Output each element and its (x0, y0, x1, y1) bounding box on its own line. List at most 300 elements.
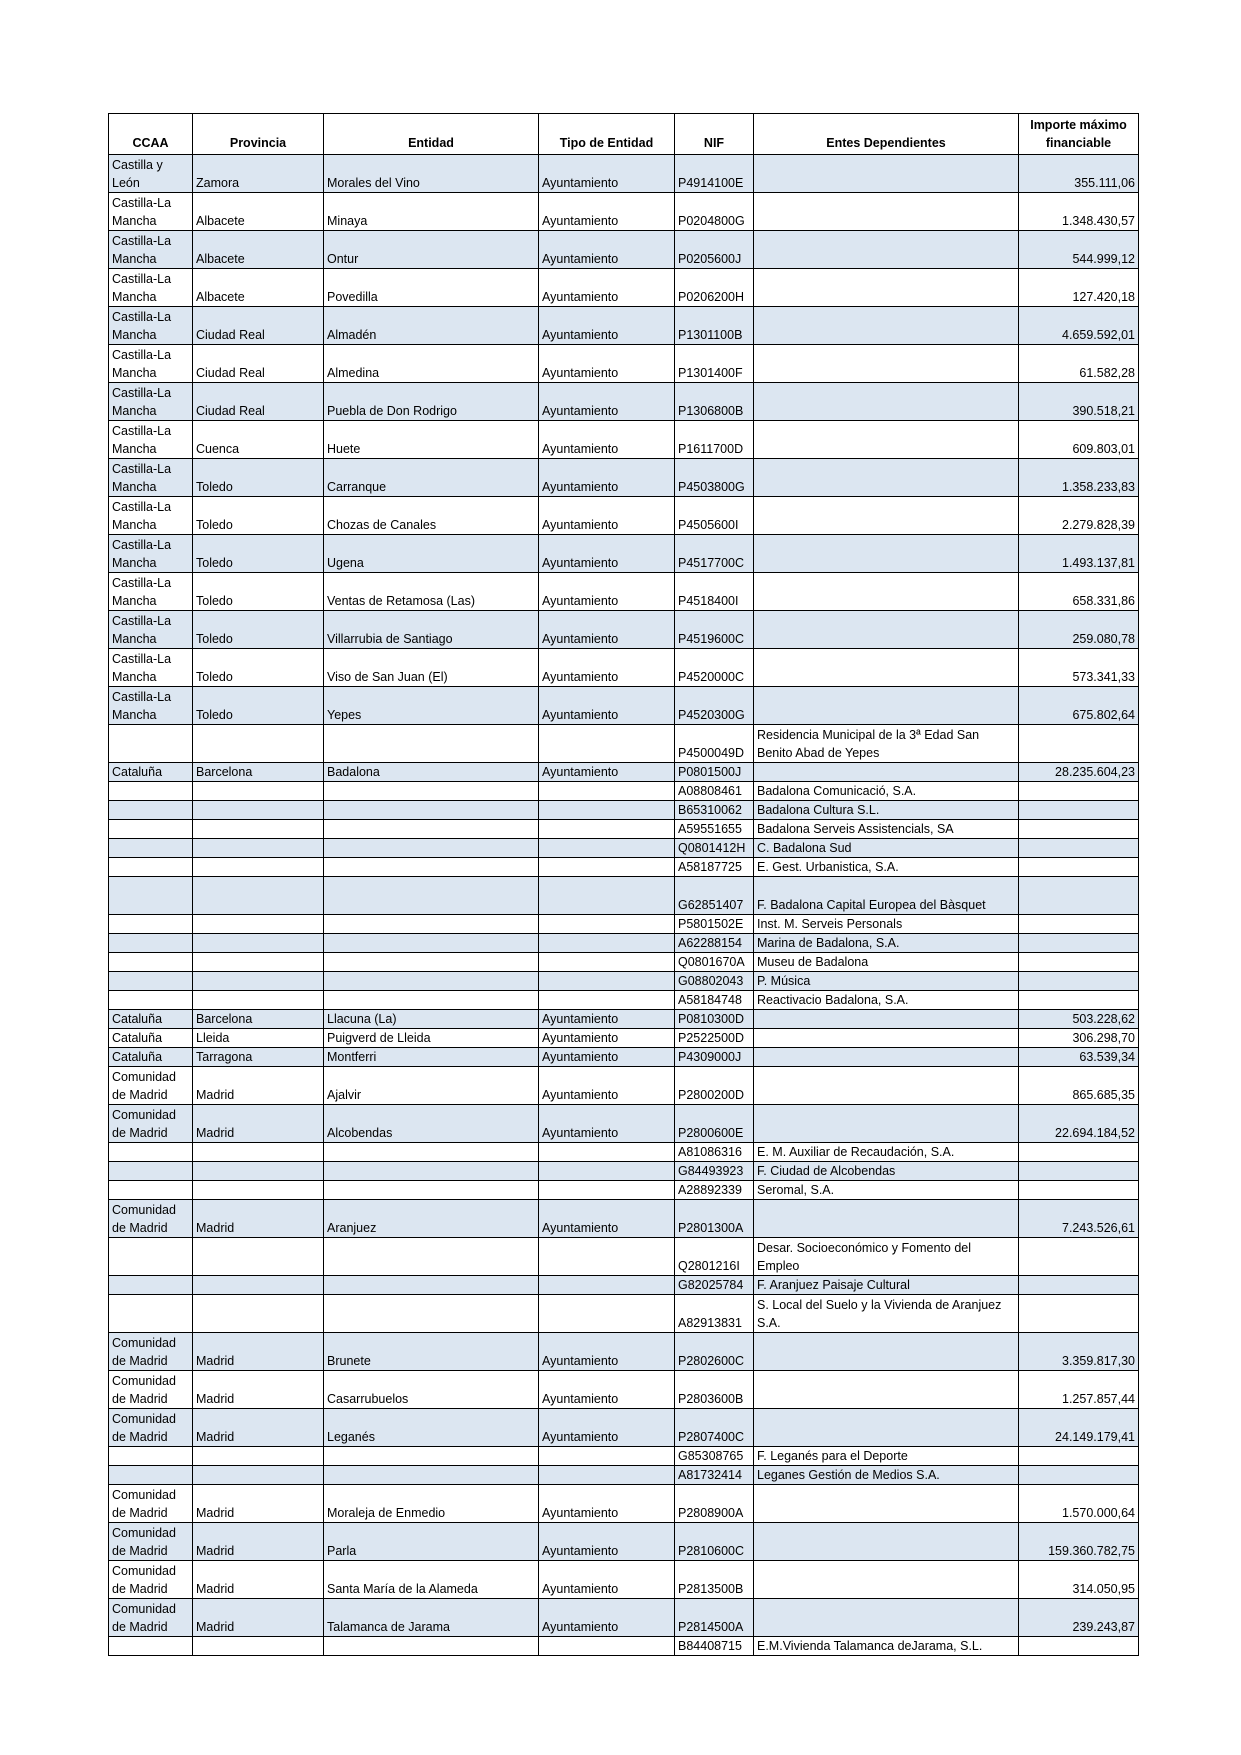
cell-provincia (193, 934, 324, 953)
header-ccaa: CCAA (109, 114, 193, 155)
cell-provincia (193, 915, 324, 934)
table-row (109, 934, 1139, 953)
cell-ccaa (109, 725, 193, 763)
table-body (109, 155, 1139, 1656)
cell-nif: P4520300G (675, 687, 754, 725)
cell-entes: F. Ciudad de Alcobendas (754, 1162, 1019, 1181)
cell-entidad: Carranque (324, 459, 539, 497)
cell-provincia: Lleida (193, 1029, 324, 1048)
cell-importe (1019, 858, 1139, 877)
cell-nif: A62288154 (675, 934, 754, 953)
table-row (109, 915, 1139, 934)
cell-entidad: Puigverd de Lleida (324, 1029, 539, 1048)
cell-entidad: Povedilla (324, 269, 539, 307)
cell-entidad (324, 1447, 539, 1466)
cell-provincia (193, 782, 324, 801)
table-row (109, 1181, 1139, 1200)
cell-nif: P4505600I (675, 497, 754, 535)
cell-importe (1019, 1276, 1139, 1295)
cell-nif: P0204800G (675, 193, 754, 231)
cell-provincia (193, 1181, 324, 1200)
cell-ccaa: Castilla-La Mancha (109, 231, 193, 269)
cell-importe (1019, 1447, 1139, 1466)
cell-nif: P0206200H (675, 269, 754, 307)
cell-ccaa: Castilla-La Mancha (109, 459, 193, 497)
cell-entidad: Aranjuez (324, 1200, 539, 1238)
cell-entidad (324, 991, 539, 1010)
cell-entidad: Talamanca de Jarama (324, 1599, 539, 1637)
cell-entidad: Montferri (324, 1048, 539, 1067)
cell-ccaa: Cataluña (109, 1010, 193, 1029)
cell-tipo: Ayuntamiento (539, 573, 675, 611)
cell-tipo (539, 1276, 675, 1295)
table-row (109, 269, 1139, 307)
cell-entidad (324, 725, 539, 763)
cell-tipo: Ayuntamiento (539, 345, 675, 383)
table-row (109, 307, 1139, 345)
cell-importe (1019, 725, 1139, 763)
cell-entes (754, 1048, 1019, 1067)
cell-entidad: Moraleja de Enmedio (324, 1485, 539, 1523)
cell-ccaa (109, 1162, 193, 1181)
cell-entidad: Santa María de la Alameda (324, 1561, 539, 1599)
cell-tipo: Ayuntamiento (539, 307, 675, 345)
cell-entes (754, 383, 1019, 421)
table-row (109, 1105, 1139, 1143)
cell-entidad (324, 1295, 539, 1333)
table-row (109, 459, 1139, 497)
cell-tipo (539, 801, 675, 820)
header-entes: Entes Dependientes (754, 114, 1019, 155)
cell-importe: 2.279.828,39 (1019, 497, 1139, 535)
table-row (109, 687, 1139, 725)
cell-ccaa: Comunidad de Madrid (109, 1333, 193, 1371)
cell-provincia: Madrid (193, 1371, 324, 1409)
cell-provincia (193, 1466, 324, 1485)
cell-entes (754, 345, 1019, 383)
cell-entidad (324, 839, 539, 858)
cell-ccaa (109, 1276, 193, 1295)
cell-ccaa: Castilla-La Mancha (109, 421, 193, 459)
cell-nif: B84408715 (675, 1637, 754, 1656)
cell-entes (754, 421, 1019, 459)
table-row (109, 972, 1139, 991)
table-row (109, 611, 1139, 649)
cell-entes: Inst. M. Serveis Personals (754, 915, 1019, 934)
cell-nif: P4500049D (675, 725, 754, 763)
cell-tipo: Ayuntamiento (539, 421, 675, 459)
cell-tipo: Ayuntamiento (539, 1523, 675, 1561)
cell-ccaa (109, 934, 193, 953)
cell-entidad (324, 972, 539, 991)
cell-entes: F. Aranjuez Paisaje Cultural (754, 1276, 1019, 1295)
cell-ccaa: Comunidad de Madrid (109, 1409, 193, 1447)
cell-nif: P1306800B (675, 383, 754, 421)
cell-nif: G85308765 (675, 1447, 754, 1466)
table-row (109, 877, 1139, 915)
cell-entes: Badalona Comunicació, S.A. (754, 782, 1019, 801)
cell-entidad (324, 1162, 539, 1181)
cell-importe: 865.685,35 (1019, 1067, 1139, 1105)
table-row (109, 1371, 1139, 1409)
cell-ccaa: Comunidad de Madrid (109, 1067, 193, 1105)
cell-entidad (324, 1466, 539, 1485)
cell-tipo (539, 915, 675, 934)
cell-ccaa (109, 1143, 193, 1162)
cell-provincia: Barcelona (193, 763, 324, 782)
header-tipo: Tipo de Entidad (539, 114, 675, 155)
cell-ccaa: Castilla-La Mancha (109, 649, 193, 687)
cell-entidad (324, 915, 539, 934)
cell-tipo: Ayuntamiento (539, 383, 675, 421)
cell-provincia: Madrid (193, 1561, 324, 1599)
cell-entidad: Ventas de Retamosa (Las) (324, 573, 539, 611)
cell-entes: S. Local del Suelo y la Vivienda de Aranjuez S.A. (754, 1295, 1019, 1333)
cell-entidad: Almedina (324, 345, 539, 383)
cell-entidad: Badalona (324, 763, 539, 782)
cell-nif: P1611700D (675, 421, 754, 459)
cell-importe: 28.235.604,23 (1019, 763, 1139, 782)
table-row (109, 497, 1139, 535)
cell-nif: P2802600C (675, 1333, 754, 1371)
cell-ccaa: Comunidad de Madrid (109, 1105, 193, 1143)
cell-ccaa (109, 801, 193, 820)
cell-tipo (539, 1447, 675, 1466)
cell-nif: A59551655 (675, 820, 754, 839)
cell-tipo (539, 839, 675, 858)
cell-entes (754, 269, 1019, 307)
cell-entidad (324, 801, 539, 820)
cell-importe: 544.999,12 (1019, 231, 1139, 269)
cell-entidad: Huete (324, 421, 539, 459)
table-row (109, 193, 1139, 231)
cell-entidad: Ajalvir (324, 1067, 539, 1105)
table-row (109, 953, 1139, 972)
table-row (109, 573, 1139, 611)
cell-ccaa: Comunidad de Madrid (109, 1599, 193, 1637)
cell-tipo (539, 877, 675, 915)
cell-importe (1019, 1637, 1139, 1656)
cell-nif: P5801502E (675, 915, 754, 934)
cell-ccaa: Comunidad de Madrid (109, 1371, 193, 1409)
cell-provincia (193, 820, 324, 839)
cell-entidad (324, 934, 539, 953)
table-row (109, 1048, 1139, 1067)
cell-ccaa (109, 1295, 193, 1333)
cell-importe: 22.694.184,52 (1019, 1105, 1139, 1143)
cell-entidad: Leganés (324, 1409, 539, 1447)
cell-entes (754, 1200, 1019, 1238)
cell-entes: C. Badalona Sud (754, 839, 1019, 858)
cell-ccaa: Castilla-La Mancha (109, 345, 193, 383)
cell-nif: G82025784 (675, 1276, 754, 1295)
cell-entidad: Viso de San Juan (El) (324, 649, 539, 687)
cell-tipo (539, 953, 675, 972)
cell-provincia: Toledo (193, 535, 324, 573)
cell-entidad: Llacuna (La) (324, 1010, 539, 1029)
cell-tipo: Ayuntamiento (539, 763, 675, 782)
cell-provincia: Madrid (193, 1523, 324, 1561)
cell-importe (1019, 915, 1139, 934)
cell-provincia (193, 858, 324, 877)
cell-importe (1019, 1295, 1139, 1333)
cell-nif: P4914100E (675, 155, 754, 193)
cell-entes: Reactivacio Badalona, S.A. (754, 991, 1019, 1010)
cell-entes: F. Badalona Capital Europea del Bàsquet (754, 877, 1019, 915)
cell-tipo: Ayuntamiento (539, 155, 675, 193)
cell-provincia: Madrid (193, 1409, 324, 1447)
cell-tipo: Ayuntamiento (539, 1333, 675, 1371)
table-row (109, 820, 1139, 839)
cell-importe: 390.518,21 (1019, 383, 1139, 421)
table-row (109, 1333, 1139, 1371)
cell-tipo (539, 991, 675, 1010)
cell-ccaa (109, 1466, 193, 1485)
cell-nif: P0801500J (675, 763, 754, 782)
cell-entes: E. M. Auxiliar de Recaudación, S.A. (754, 1143, 1019, 1162)
table-row (109, 649, 1139, 687)
cell-entes (754, 1067, 1019, 1105)
cell-importe: 609.803,01 (1019, 421, 1139, 459)
cell-ccaa (109, 820, 193, 839)
cell-provincia: Albacete (193, 231, 324, 269)
cell-entes (754, 687, 1019, 725)
cell-nif: P0810300D (675, 1010, 754, 1029)
table-row (109, 1010, 1139, 1029)
table-row (109, 1200, 1139, 1238)
cell-entes (754, 155, 1019, 193)
cell-tipo: Ayuntamiento (539, 231, 675, 269)
cell-nif: A81732414 (675, 1466, 754, 1485)
cell-importe: 658.331,86 (1019, 573, 1139, 611)
cell-nif: P4309000J (675, 1048, 754, 1067)
cell-provincia: Toledo (193, 497, 324, 535)
cell-provincia (193, 877, 324, 915)
table-row (109, 1637, 1139, 1656)
table-row (109, 1466, 1139, 1485)
cell-ccaa: Cataluña (109, 1029, 193, 1048)
cell-ccaa (109, 1637, 193, 1656)
cell-entes: F. Leganés para el Deporte (754, 1447, 1019, 1466)
cell-importe: 355.111,06 (1019, 155, 1139, 193)
table-row (109, 1162, 1139, 1181)
table-row (109, 345, 1139, 383)
cell-provincia (193, 1637, 324, 1656)
cell-nif: P0205600J (675, 231, 754, 269)
cell-importe (1019, 1466, 1139, 1485)
cell-entidad (324, 953, 539, 972)
cell-ccaa: Castilla-La Mancha (109, 269, 193, 307)
cell-nif: A58184748 (675, 991, 754, 1010)
cell-entes (754, 649, 1019, 687)
cell-nif: P2800600E (675, 1105, 754, 1143)
cell-importe: 1.348.430,57 (1019, 193, 1139, 231)
cell-nif: A28892339 (675, 1181, 754, 1200)
cell-entes: Seromal, S.A. (754, 1181, 1019, 1200)
cell-tipo: Ayuntamiento (539, 1409, 675, 1447)
cell-provincia: Cuenca (193, 421, 324, 459)
cell-entes (754, 1561, 1019, 1599)
cell-ccaa: Comunidad de Madrid (109, 1523, 193, 1561)
cell-nif: Q0801670A (675, 953, 754, 972)
cell-tipo (539, 820, 675, 839)
cell-tipo: Ayuntamiento (539, 1200, 675, 1238)
cell-ccaa: Comunidad de Madrid (109, 1485, 193, 1523)
cell-nif: A08808461 (675, 782, 754, 801)
cell-importe (1019, 839, 1139, 858)
cell-provincia (193, 839, 324, 858)
cell-ccaa: Cataluña (109, 763, 193, 782)
cell-nif: P4518400I (675, 573, 754, 611)
cell-tipo (539, 934, 675, 953)
table-row (109, 1276, 1139, 1295)
cell-tipo (539, 725, 675, 763)
cell-ccaa: Castilla-La Mancha (109, 611, 193, 649)
cell-tipo: Ayuntamiento (539, 1010, 675, 1029)
cell-importe: 1.257.857,44 (1019, 1371, 1139, 1409)
cell-entes (754, 1599, 1019, 1637)
cell-entidad (324, 877, 539, 915)
cell-nif: P4503800G (675, 459, 754, 497)
cell-importe (1019, 877, 1139, 915)
cell-entidad (324, 1276, 539, 1295)
cell-entidad (324, 1637, 539, 1656)
cell-entidad: Brunete (324, 1333, 539, 1371)
cell-provincia: Ciudad Real (193, 383, 324, 421)
cell-importe (1019, 991, 1139, 1010)
cell-provincia: Ciudad Real (193, 307, 324, 345)
cell-ccaa (109, 1447, 193, 1466)
cell-importe: 239.243,87 (1019, 1599, 1139, 1637)
cell-entes: Museu de Badalona (754, 953, 1019, 972)
cell-entidad: Puebla de Don Rodrigo (324, 383, 539, 421)
cell-provincia: Toledo (193, 611, 324, 649)
table-row (109, 231, 1139, 269)
cell-entidad (324, 1143, 539, 1162)
cell-entidad: Almadén (324, 307, 539, 345)
cell-tipo: Ayuntamiento (539, 1105, 675, 1143)
cell-entidad: Villarrubia de Santiago (324, 611, 539, 649)
cell-entes (754, 231, 1019, 269)
cell-provincia (193, 972, 324, 991)
cell-importe: 159.360.782,75 (1019, 1523, 1139, 1561)
cell-nif: G84493923 (675, 1162, 754, 1181)
cell-entes (754, 1105, 1019, 1143)
cell-tipo (539, 1466, 675, 1485)
cell-tipo (539, 1238, 675, 1276)
cell-provincia (193, 1143, 324, 1162)
cell-tipo: Ayuntamiento (539, 611, 675, 649)
table-row (109, 839, 1139, 858)
cell-provincia: Tarragona (193, 1048, 324, 1067)
cell-entidad: Yepes (324, 687, 539, 725)
cell-ccaa: Comunidad de Madrid (109, 1561, 193, 1599)
cell-nif: P2813500B (675, 1561, 754, 1599)
cell-provincia: Albacete (193, 269, 324, 307)
header-entidad: Entidad (324, 114, 539, 155)
cell-entes: Residencia Municipal de la 3ª Edad San Benito Abad de Yepes (754, 725, 1019, 763)
cell-nif: P4520000C (675, 649, 754, 687)
cell-entes (754, 459, 1019, 497)
cell-provincia (193, 991, 324, 1010)
cell-entidad: Morales del Vino (324, 155, 539, 193)
cell-ccaa: Comunidad de Madrid (109, 1200, 193, 1238)
cell-entidad (324, 858, 539, 877)
table-row (109, 858, 1139, 877)
cell-nif: P2814500A (675, 1599, 754, 1637)
cell-ccaa (109, 1181, 193, 1200)
table-header-row (109, 114, 1139, 155)
table-row (109, 383, 1139, 421)
cell-entes (754, 1409, 1019, 1447)
cell-provincia (193, 1238, 324, 1276)
cell-provincia (193, 953, 324, 972)
cell-nif: P2803600B (675, 1371, 754, 1409)
cell-importe: 1.570.000,64 (1019, 1485, 1139, 1523)
cell-importe (1019, 1238, 1139, 1276)
cell-provincia (193, 725, 324, 763)
cell-provincia: Madrid (193, 1599, 324, 1637)
cell-entes: Desar. Socioeconómico y Fomento del Empleo (754, 1238, 1019, 1276)
table-row (109, 1523, 1139, 1561)
cell-entes: P. Música (754, 972, 1019, 991)
cell-importe: 675.802,64 (1019, 687, 1139, 725)
cell-ccaa (109, 991, 193, 1010)
cell-nif: Q0801412H (675, 839, 754, 858)
cell-provincia (193, 1276, 324, 1295)
cell-entidad (324, 1181, 539, 1200)
cell-importe: 63.539,34 (1019, 1048, 1139, 1067)
cell-ccaa: Castilla-La Mancha (109, 307, 193, 345)
cell-entes (754, 1485, 1019, 1523)
cell-tipo (539, 782, 675, 801)
cell-entidad (324, 1238, 539, 1276)
cell-tipo: Ayuntamiento (539, 1029, 675, 1048)
cell-entes: Badalona Cultura S.L. (754, 801, 1019, 820)
cell-tipo: Ayuntamiento (539, 1561, 675, 1599)
cell-nif: A82913831 (675, 1295, 754, 1333)
cell-ccaa (109, 972, 193, 991)
cell-entidad: Ugena (324, 535, 539, 573)
cell-tipo (539, 1143, 675, 1162)
table-row (109, 1561, 1139, 1599)
cell-importe (1019, 953, 1139, 972)
cell-ccaa (109, 953, 193, 972)
cell-entes (754, 193, 1019, 231)
cell-entidad (324, 820, 539, 839)
cell-provincia: Madrid (193, 1485, 324, 1523)
table-row (109, 1143, 1139, 1162)
cell-importe (1019, 1162, 1139, 1181)
cell-ccaa (109, 915, 193, 934)
cell-entes (754, 307, 1019, 345)
cell-tipo: Ayuntamiento (539, 1485, 675, 1523)
cell-ccaa: Castilla-La Mancha (109, 383, 193, 421)
cell-importe (1019, 972, 1139, 991)
cell-provincia: Barcelona (193, 1010, 324, 1029)
cell-tipo: Ayuntamiento (539, 535, 675, 573)
cell-entidad: Ontur (324, 231, 539, 269)
cell-importe: 4.659.592,01 (1019, 307, 1139, 345)
cell-nif: P2807400C (675, 1409, 754, 1447)
cell-nif: P2810600C (675, 1523, 754, 1561)
cell-provincia (193, 1162, 324, 1181)
cell-entidad: Alcobendas (324, 1105, 539, 1143)
cell-ccaa: Castilla-La Mancha (109, 573, 193, 611)
table-row (109, 1067, 1139, 1105)
cell-nif: P4517700C (675, 535, 754, 573)
cell-tipo: Ayuntamiento (539, 1599, 675, 1637)
